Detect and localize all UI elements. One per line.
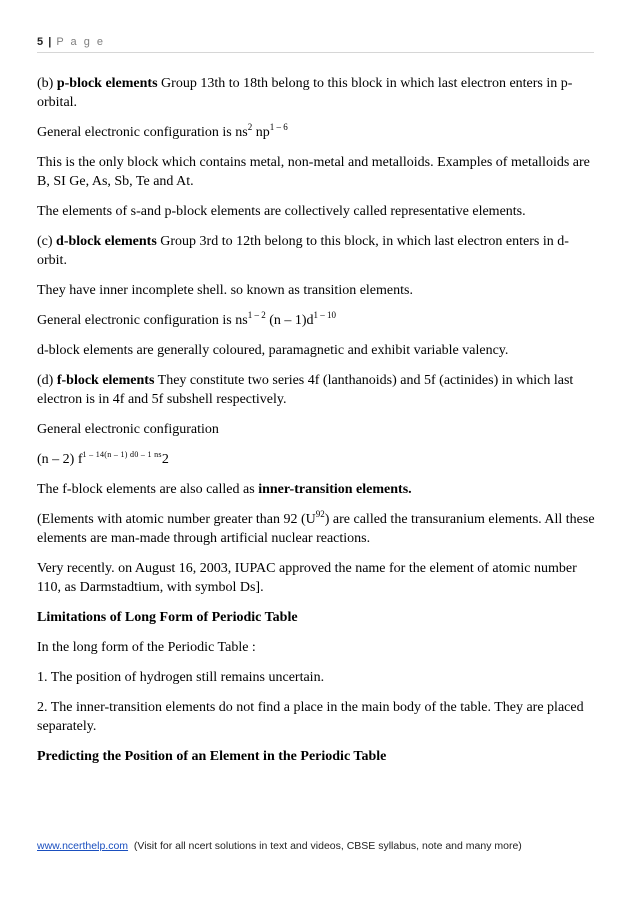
p-config-sup2: 1 – 6 xyxy=(269,122,288,132)
f-block-paragraph xyxy=(37,371,597,409)
f-block-prefix: (d) xyxy=(37,373,57,388)
predicting-heading-text: Predicting the Position of an Element in the Periodic Table xyxy=(37,749,387,764)
d-block-prefix: (c) xyxy=(37,234,57,249)
document-body xyxy=(37,74,597,777)
f-block-term: f-block elements xyxy=(56,373,155,388)
inner-transition-term: inner-transition elements. xyxy=(258,482,412,497)
header-separator: | xyxy=(48,36,52,48)
f-block-text: They constitute two series 4f (lanthanoids) and 5f (actinides) in which last electron is in 4f and 5f subshell respectively. xyxy=(37,373,574,407)
p-config-text: General electronic configuration is ns xyxy=(37,125,248,140)
p-block-paragraph xyxy=(37,74,597,112)
d-block-text: Group 3rd to 12th belong to this block, in which last electron enters in d-orbit. xyxy=(37,234,569,268)
d-config-text: General electronic configuration is ns xyxy=(37,313,248,328)
header-rule xyxy=(37,52,594,53)
metalloids-paragraph: This is the only block which contains metal, non-metal and metalloids. Examples of metalloids are B, SI Ge, As, Sb, Te and At. xyxy=(37,155,590,189)
website-link[interactable]: www.ncerthelp.com xyxy=(37,840,129,852)
p-config-sup1: 2 xyxy=(247,122,253,132)
footer-note: (Visit for all ncert solutions in text and videos, CBSE syllabus, note and many more) xyxy=(128,840,522,852)
transition-paragraph: They have inner incomplete shell. so known as transition elements. xyxy=(37,283,413,298)
inner-transition-paragraph xyxy=(37,480,597,499)
d-config-mid: (n – 1)d xyxy=(265,313,314,328)
darmstadtium-paragraph: Very recently. on August 16, 2003, IUPAC approved the name for the element of atomic number 110, as Darmstadtium, with symbol Ds]. xyxy=(37,561,577,595)
f-config-sup: 1 – 14(n – 1) d0 – 1 ns xyxy=(82,450,162,459)
limitation-point-2: 2. The inner-transition elements do not find a place in the main body of the table. They are placed separately. xyxy=(37,700,584,734)
page-number: 5 xyxy=(37,36,44,48)
d-block-config xyxy=(37,311,597,330)
inner-transition-text: The f-block elements are also called as xyxy=(37,482,259,497)
d-block-term: d-block elements xyxy=(56,234,157,249)
limitations-heading-text: Limitations of Long Form of Periodic Table xyxy=(37,610,298,625)
transuranium-sup: 92 xyxy=(315,509,325,519)
page-label: P a g e xyxy=(56,36,105,48)
d-config-sup1: 1 – 2 xyxy=(247,310,266,320)
p-config-mid: np xyxy=(252,125,270,140)
transuranium-text1: (Elements with atomic number greater than 92 (U xyxy=(37,512,316,527)
f-config-text: (n – 2) f xyxy=(37,452,83,467)
predicting-heading xyxy=(37,747,597,766)
transuranium-paragraph xyxy=(37,510,597,548)
d-properties-paragraph: d-block elements are generally coloured, paramagnetic and exhibit variable valency. xyxy=(37,343,509,358)
f-config-tail: 2 xyxy=(161,452,169,467)
f-block-config xyxy=(37,450,597,469)
d-config-sup2: 1 – 10 xyxy=(313,310,337,320)
transuranium-text2: ) are called the transuranium elements. All these elements are man-made through artificial nuclear reactions. xyxy=(37,512,595,546)
limitations-heading xyxy=(37,608,597,627)
d-block-paragraph xyxy=(37,232,597,270)
limitation-point-1: 1. The position of hydrogen still remains uncertain. xyxy=(37,670,325,685)
p-block-term: p-block elements xyxy=(56,76,158,91)
representative-paragraph: The elements of s-and p-block elements are collectively called representative elements. xyxy=(37,204,526,219)
p-block-prefix: (b) xyxy=(37,76,57,91)
page-footer xyxy=(37,840,522,852)
p-block-config xyxy=(37,123,597,142)
page-header xyxy=(37,36,105,48)
long-form-intro: In the long form of the Periodic Table : xyxy=(37,640,256,655)
f-config-label: General electronic configuration xyxy=(37,422,219,437)
p-block-text: Group 13th to 18th belong to this block in which last electron enters in p-orbital. xyxy=(37,76,573,110)
